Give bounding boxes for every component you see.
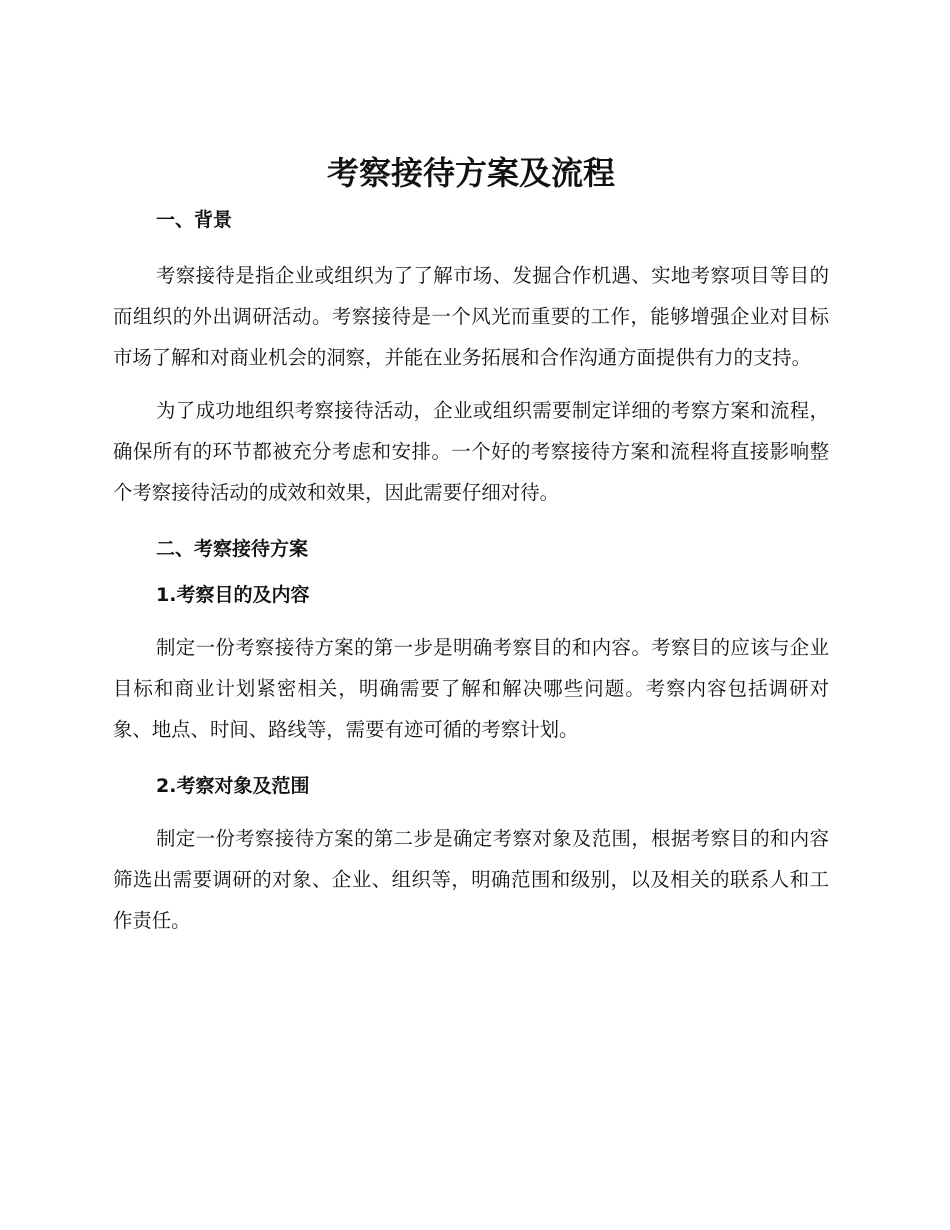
paragraph-background-2: 为了成功地组织考察接待活动，企业或组织需要制定详细的考察方案和流程，确保所有的环节都被充分考虑和安排。一个好的考察接待方案和流程将直接影响整个考察接待活动的成效和效果，因此需要仔细对待。 — [113, 399, 829, 504]
paragraph-purpose: 制定一份考察接待方案的第一步是明确考察目的和内容。考察目的应该与企业目标和商业计划紧密相关，明确需要了解和解决哪些问题。考察内容包括调研对象、地点、时间、路线等，需要有迹可循的考察计划。 — [113, 636, 829, 741]
paragraph-background-1: 考察接待是指企业或组织为了了解市场、发掘合作机遇、实地考察项目等目的而组织的外出调研活动。考察接待是一个风光而重要的工作，能够增强企业对目标市场了解和对商业机会的洞察，并能在业务拓展和合作沟通方面提供有力的支持。 — [113, 264, 829, 369]
document-title: 考察接待方案及流程 — [326, 154, 615, 192]
paragraph-scope: 制定一份考察接待方案的第二步是确定考察对象及范围，根据考察目的和内容筛选出需要调研的对象、企业、组织等，明确范围和级别，以及相关的联系人和工作责任。 — [113, 827, 829, 932]
subsection-heading-scope: 2.考察对象及范围 — [156, 775, 310, 797]
subsection-heading-purpose: 1.考察目的及内容 — [156, 584, 310, 606]
section-heading-background: 一、背景 — [156, 209, 233, 231]
section-heading-plan: 二、考察接待方案 — [156, 538, 309, 560]
document-body — [113, 150, 829, 941]
